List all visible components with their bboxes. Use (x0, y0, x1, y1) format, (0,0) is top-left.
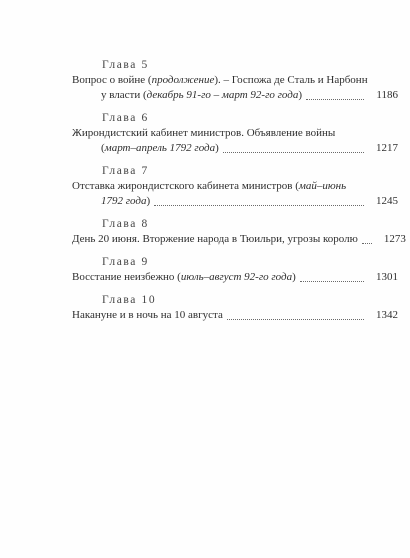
page-number: 1273 (383, 233, 406, 245)
toc-chapter-10 (72, 293, 398, 323)
entry-text: Жирондистский кабинет министров. Объявление войны (72, 127, 336, 139)
entry-text: (март–апрель 1792 года) (101, 142, 219, 154)
toc-chapter-8 (72, 217, 406, 247)
entry-text: Накануне и в ночь на 10 августа (72, 309, 223, 321)
entry-text: Вопрос о войне (продолжение). – Госпожа де Сталь и Нарбонн (72, 74, 368, 86)
toc-chapter-5 (72, 58, 398, 103)
toc-entry (72, 270, 398, 285)
chapter-heading: Глава 6 (102, 112, 149, 124)
leader-dots (154, 205, 364, 206)
chapter-heading: Глава 9 (102, 256, 149, 268)
chapter-heading: Глава 10 (102, 294, 157, 306)
page-number: 1342 (376, 309, 398, 321)
toc-entry (72, 179, 398, 209)
entry-text: 1792 года) (101, 195, 151, 207)
entry-text: Восстание неизбежно (июль–август 92-го года) (72, 271, 296, 283)
toc-entry (72, 73, 398, 103)
toc-chapter-6 (72, 111, 398, 156)
chapter-heading: Глава 7 (102, 165, 149, 177)
entry-text: Отставка жирондистского кабинета министров (май–июнь (72, 180, 347, 192)
page-number: 1245 (376, 195, 398, 207)
toc-chapter-9 (72, 255, 398, 285)
toc-chapter-7 (72, 164, 398, 209)
chapter-heading: Глава 8 (102, 218, 149, 230)
page-number: 1186 (376, 89, 398, 101)
toc-entry (72, 308, 398, 323)
leader-dots (362, 243, 372, 244)
page-number: 1301 (376, 271, 398, 283)
leader-dots (227, 319, 364, 320)
toc-entry (72, 126, 398, 156)
toc-entry (72, 232, 406, 247)
page-number: 1217 (376, 142, 398, 154)
chapter-heading: Глава 5 (102, 59, 149, 71)
leader-dots (300, 281, 364, 282)
table-of-contents (72, 58, 406, 323)
leader-dots (306, 99, 364, 100)
entry-text: у власти (декабрь 91-го – март 92-го года) (101, 89, 303, 101)
entry-text: День 20 июня. Вторжение народа в Тюильри, угрозы королю (72, 233, 358, 245)
leader-dots (223, 152, 364, 153)
